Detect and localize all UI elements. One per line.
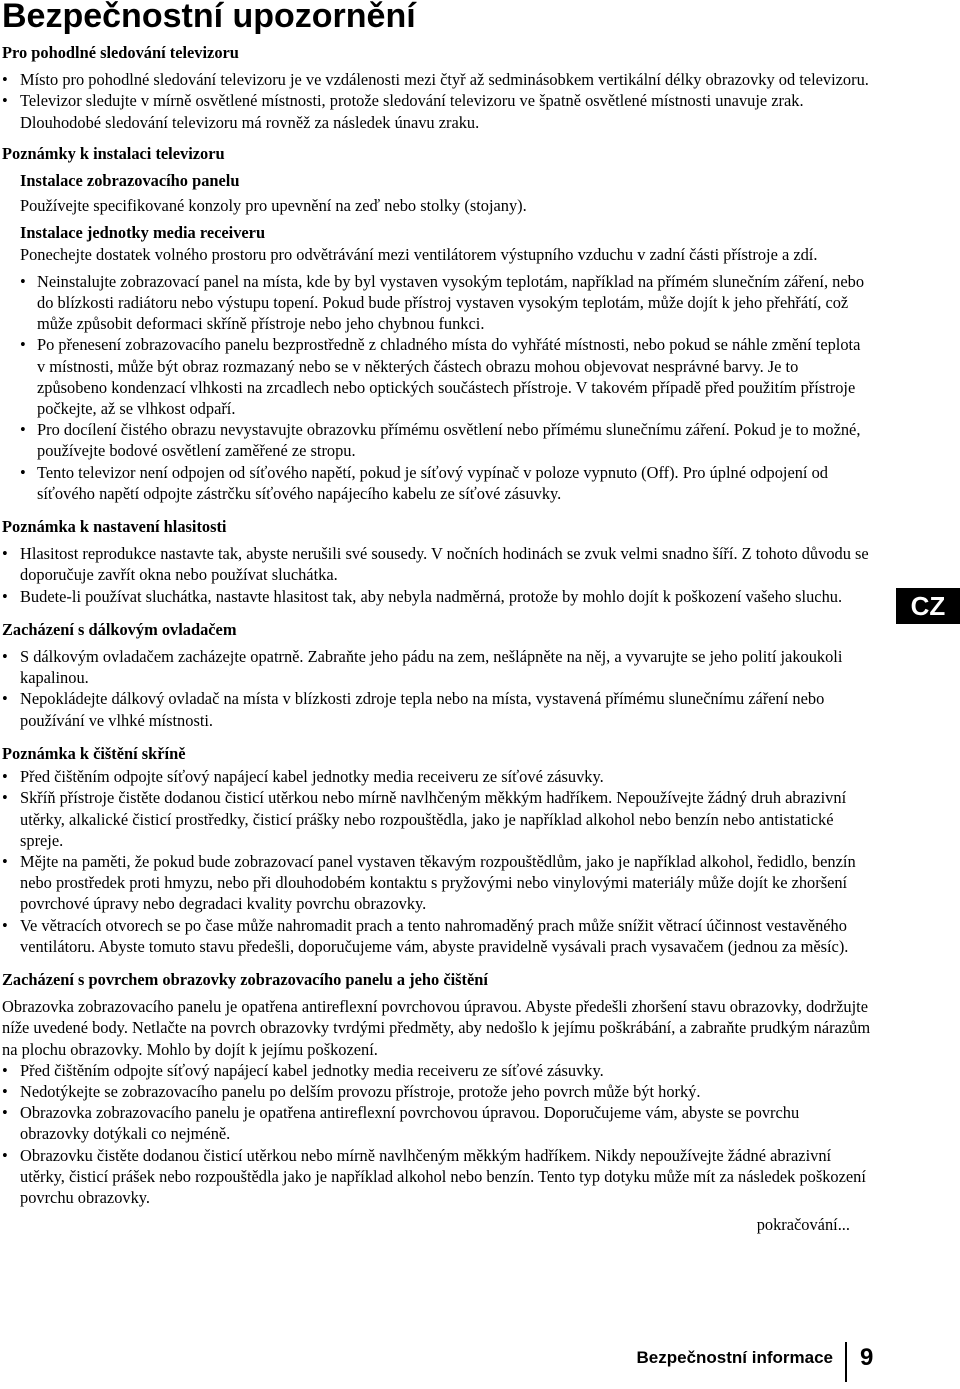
section-heading-cleaning: Poznámka k čištění skříně xyxy=(2,743,186,763)
list-item: • Televizor sledujte v mírně osvětlené místnosti, protože sledování televizoru ve špatně osvětlené místnosti unavuje zrak. Dlouhodobé sledování televizoru má rovněž za následek únavu zraku. xyxy=(2,90,872,132)
subheading-media-receiver: Instalace jednotky media receiveru xyxy=(20,223,266,243)
footer-divider xyxy=(845,1342,847,1382)
list-item: • Skříň přístroje čistěte dodanou čisticí utěrkou nebo mírně navlhčeným měkkým hadříkem. Nepoužívejte žádný druh abrazivní utěrky, alkalické čisticí prostředky, čisticí prášky nebo rozpouštědla, jako je například alkohol nebo benzín nebo antistatické spreje. xyxy=(2,787,872,851)
page-number: 9 xyxy=(860,1344,874,1371)
continued-note: pokračování... xyxy=(756,1215,850,1235)
section-heading-installation: Poznámky k instalaci televizoru xyxy=(2,143,225,163)
screen-surface-list xyxy=(2,1060,872,1208)
subheading-display-panel: Instalace zobrazovacího panelu xyxy=(20,171,240,191)
paragraph: Obrazovka zobrazovacího panelu je opatřena antireflexní povrchovou úpravou. Abyste předešli zhoršení stavu obrazovky, dodržujte níže uvedené body. Netlačte na povrch obrazovky tvrdými předměty, aby nedošlo k jejímu poškrábání, a zabraňte prudkým nárazům na plochu obrazovky. Mohlo by dojít k jejímu poškození. xyxy=(2,997,871,1059)
list-item: • Neinstalujte zobrazovací panel na místa, kde by byl vystaven vysokým teplotám, například na přímém slunečním záření, nebo do blízkosti radiátoru nebo výstupu topení. Pokud bude přístroj vystaven vysokým teplotám, může dojít k jeho přehřátí, což může způsobit deformaci skříně přístroje nebo jeho chybnou funkci. xyxy=(20,271,872,335)
document-body xyxy=(2,42,872,1235)
list-item: • Po přenesení zobrazovacího panelu bezprostředně z chladného místa do vyhřáté místnosti, nebo pokud se náhle změní teplota v místnosti, může být obraz rozmazaný nebo se v některých částech obrazu mohou objevovat nesprávné barvy. Je to způsobeno kondenzací vlhkosti na zrcadlech nebo optických součástech přístroje. V takovém případě před použitím přístroje počkejte, až se vlhkost odpaří. xyxy=(20,334,872,419)
section-heading-remote: Zacházení s dálkovým ovladačem xyxy=(2,619,237,639)
footer-section-title: Bezpečnostní informace xyxy=(636,1348,833,1367)
installation-list xyxy=(2,271,872,504)
section-heading-screen-surface: Zacházení s povrchem obrazovky zobrazovacího panelu a jeho čištění xyxy=(2,969,488,989)
list-item: • Budete-li používat sluchátka, nastavte hlasitost tak, aby nebyla nadměrná, protože by mohlo dojít k poškození vašeho sluchu. xyxy=(2,586,872,607)
list-item: • Nepokládejte dálkový ovladač na místa v blízkosti zdroje tepla nebo na místa, vystavená přímému slunečnímu záření nebo používání ve vlhké místnosti. xyxy=(2,688,872,730)
list-item: • Obrazovka zobrazovacího panelu je opatřena antireflexní povrchovou úpravou. Doporučujeme vám, abyste se povrchu obrazovky dotýkali co nejméně. xyxy=(2,1102,872,1144)
list-item: • Mějte na paměti, že pokud bude zobrazovací panel vystaven těkavým rozpouštědlům, jako je například alkohol, ředidlo, benzín nebo prostředek proti hmyzu, nebo při dlouhodobém kontaktu s pryžovými nebo vinylovými materiály může dojít ke zhoršení povrchové úpravy nebo degradaci kvality povrchu obrazovky. xyxy=(2,851,872,915)
volume-list xyxy=(2,543,872,607)
section-heading-volume: Poznámka k nastavení hlasitosti xyxy=(2,517,227,537)
list-item: • Místo pro pohodlné sledování televizoru je ve vzdálenosti mezi čtyř až sedminásobkem vertikální délky obrazovky od televizoru. xyxy=(2,69,872,90)
viewing-list xyxy=(2,69,872,133)
paragraph: Používejte specifikované konzoly pro upevnění na zeď nebo stolky (stojany). xyxy=(20,196,527,216)
list-item: • S dálkovým ovladačem zacházejte opatrně. Zabraňte jeho pádu na zem, nešlápněte na něj, a vyvarujte se jeho polití jakoukoli kapalinou. xyxy=(2,646,872,688)
list-item: • Nedotýkejte se zobrazovacího panelu po delším provozu přístroje, protože jeho povrch může být horký. xyxy=(2,1081,872,1102)
list-item: • Ve větracích otvorech se po čase může nahromadit prach a tento nahromaděný prach může snížit větrací účinnost vestavěného ventilátoru. Abyste tomuto stavu předešli, doporučujeme vám, abyste pravidelně vysávali prach vysavačem (jednou za měsíc). xyxy=(2,915,872,957)
paragraph: Ponechejte dostatek volného prostoru pro odvětrávání mezi ventilátorem výstupního vzduchu v zadní části přístroje a zdí. xyxy=(20,244,818,264)
language-tab: CZ xyxy=(896,588,960,624)
list-item: • Hlasitost reprodukce nastavte tak, abyste nerušili své sousedy. V nočních hodinách se zvuk velmi snadno šíří. Z tohoto důvodu se doporučuje zavřít okna nebo používat sluchátka. xyxy=(2,543,872,585)
page-title: Bezpečnostní upozornění xyxy=(2,0,416,35)
list-item: • Před čištěním odpojte síťový napájecí kabel jednotky media receiveru ze síťové zásuvky. xyxy=(2,1060,872,1081)
list-item: • Před čištěním odpojte síťový napájecí kabel jednotky media receiveru ze síťové zásuvky. xyxy=(2,766,872,787)
list-item: • Obrazovku čistěte dodanou čisticí utěrkou nebo mírně navlhčeným měkkým hadříkem. Nikdy nepoužívejte žádné abrazivní utěrky, čisticí prášek nebo rozpouštědla jako je například alkohol nebo benzín. Tento typ dotyku může mít za následek poškození povrchu obrazovky. xyxy=(2,1145,872,1209)
list-item: • Tento televizor není odpojen od síťového napětí, pokud je síťový vypínač v poloze vypnuto (Off). Pro úplné odpojení od síťového napětí odpojte zástrčku síťového napájecího kabelu ze síťové zásuvky. xyxy=(20,462,872,504)
remote-list xyxy=(2,646,872,731)
list-item: • Pro docílení čistého obrazu nevystavujte obrazovku přímému osvětlení nebo přímému slunečnímu záření. Pokud je to možné, používejte bodové osvětlení zaměřené ze stropu. xyxy=(20,419,872,461)
cleaning-list xyxy=(2,766,872,957)
section-heading-viewing: Pro pohodlné sledování televizoru xyxy=(2,43,239,62)
